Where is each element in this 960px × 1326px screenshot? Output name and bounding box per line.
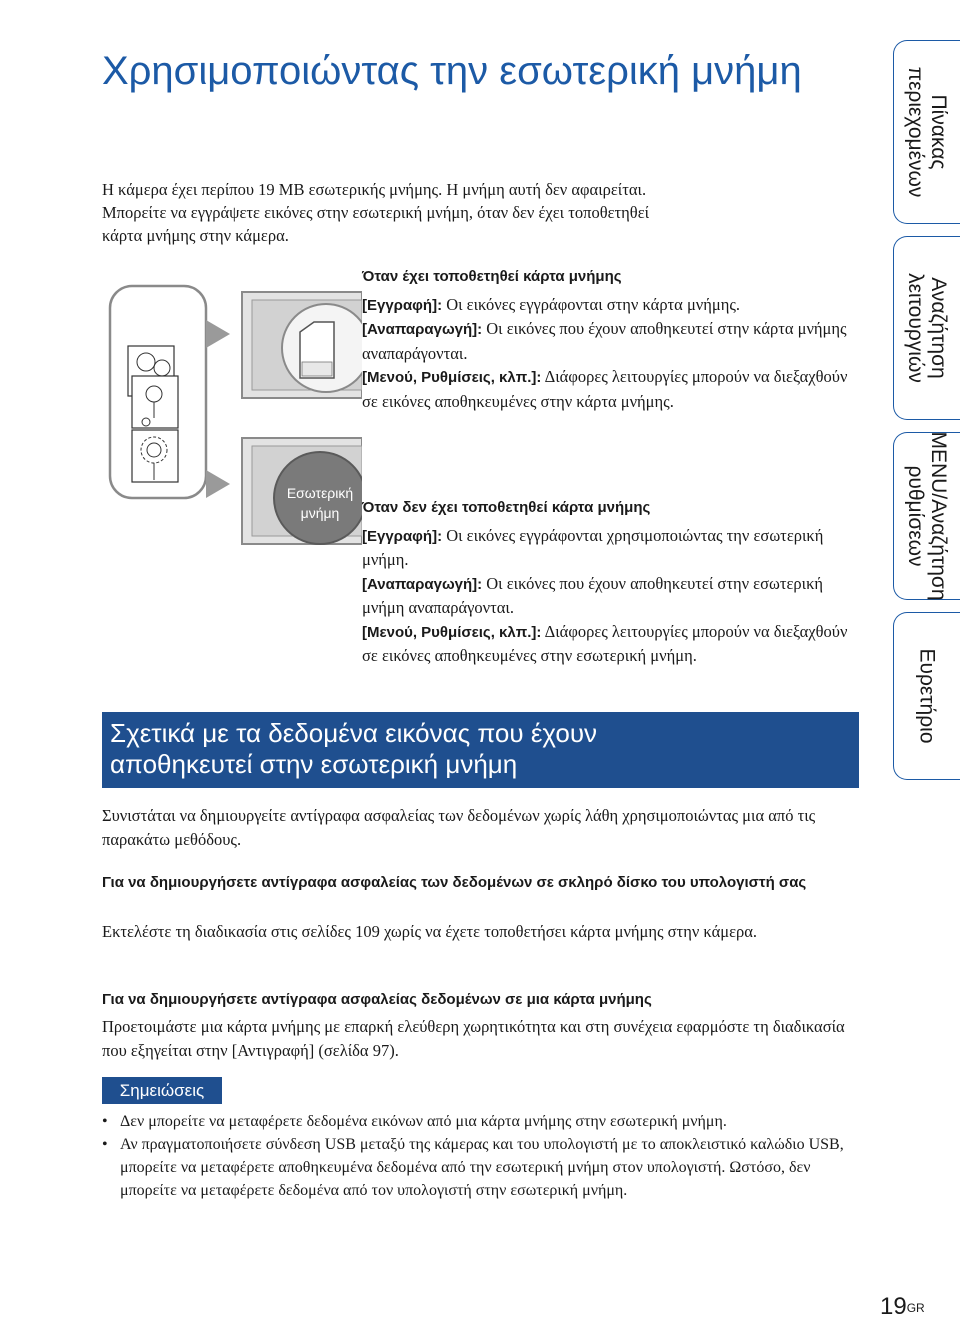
page-number-value: 19 <box>880 1293 907 1320</box>
note-item: • Δεν μπορείτε να μεταφέρετε δεδομένα εικόνων από μια κάρτα μνήμης στην εσωτερική μνήμη. <box>102 1110 862 1133</box>
card-not-inserted-section <box>362 496 862 668</box>
arrow-right-icon <box>206 470 230 498</box>
card-not-inserted-heading: Όταν δεν έχει τοποθετηθεί κάρτα μνήμης <box>362 499 651 516</box>
nav-tab-menu-settings[interactable] <box>893 432 960 600</box>
intro-line: Η κάμερα έχει περίπου 19 MB εσωτερικής μνήμης. Η μνήμη αυτή δεν αφαιρείται. <box>102 180 647 199</box>
arrow-right-icon <box>206 320 230 348</box>
internal-memory-label: Εσωτερική <box>286 485 354 501</box>
internal-memory-label: μνήμη <box>300 505 340 521</box>
intro-line: Μπορείτε να εγγράψετε εικόνες στην εσωτερική μνήμη, όταν δεν έχει τοποθετηθεί <box>102 203 650 222</box>
pc-backup-body: Εκτελέστε τη διαδικασία στις σελίδες 109 χωρίς να έχετε τοποθετήσει κάρτα μνήμης στην κάμερα. <box>102 922 757 941</box>
playback-item <box>362 317 862 365</box>
notes-list <box>102 1110 862 1202</box>
notes-badge: Σημειώσεις <box>102 1077 222 1104</box>
record-text: Οι εικόνες εγγράφονται χρησιμοποιώντας την εσωτερική μνήμη. <box>362 525 824 569</box>
camera-card-icon <box>242 292 362 398</box>
nav-tab-toc[interactable] <box>893 40 960 224</box>
playback-item <box>362 572 862 620</box>
intro-line: κάρτα μνήμης στην κάμερα. <box>102 226 289 245</box>
playback-text: Οι εικόνες που έχουν αποθηκευτεί στην εσωτερική μνήμη αναπαράγονται. <box>362 573 824 617</box>
record-label: [Εγγραφή]: <box>362 527 443 545</box>
memory-illustration <box>102 262 362 562</box>
card-backup-body: Προετοιμάστε μια κάρτα μνήμης με επαρκή ελεύθερη χωρητικότητα και στη συνέχεια εφαρμόστε τη διαδικασία που εξηγείται στην [Αντιγραφή] (σελίδα 97). <box>102 1017 845 1060</box>
playback-text: Οι εικόνες που έχουν αποθηκευτεί στην κάρτα μνήμης αναπαράγονται. <box>362 319 847 363</box>
menu-text: Διάφορες λειτουργίες μπορούν να διεξαχθούν σε εικόνες αποθηκευμένες στην κάρτα μνήμης. <box>362 367 848 411</box>
playback-label: [Αναπαραγωγή]: <box>362 575 483 593</box>
record-text: Οι εικόνες εγγράφονται στην κάρτα μνήμης. <box>442 294 741 314</box>
nav-tab-label: Πίνακας περιεχομένων <box>904 66 950 198</box>
nav-tab-function-search[interactable] <box>893 236 960 420</box>
page-number-suffix: GR <box>906 1301 925 1315</box>
section-banner <box>102 712 859 788</box>
nav-tab-label: Αναζήτηση λειτουργιών <box>904 273 950 383</box>
nav-tab-label: MENU/Αναζήτηση ρυθμίσεων <box>904 431 950 601</box>
menu-text: Διάφορες λειτουργίες μπορούν να διεξαχθούν σε εικόνες αποθηκευμένες στην εσωτερική μνήμη. <box>362 621 848 665</box>
backup-intro: Συνιστάται να δημιουργείτε αντίγραφα ασφαλείας των δεδομένων χωρίς λάθη χρησιμοποιώντας μια από τις παρακάτω μεθόδους. <box>102 806 816 849</box>
card-inserted-heading: Όταν έχει τοποθετηθεί κάρτα μνήμης <box>362 268 622 285</box>
banner-line: αποθηκευτεί στην εσωτερική μνήμη <box>110 749 518 779</box>
menu-label: [Μενού, Ρυθμίσεις, κλπ.]: <box>362 623 542 641</box>
page-title: Χρησιμοποιώντας την εσωτερική μνήμη <box>102 49 802 93</box>
nav-tab-index[interactable] <box>893 612 960 780</box>
playback-label: [Αναπαραγωγή]: <box>362 321 483 338</box>
card-inserted-section <box>362 265 862 413</box>
record-item <box>362 524 862 572</box>
banner-line: Σχετικά με τα δεδομένα εικόνας που έχουν <box>110 718 598 748</box>
pictures-icon <box>110 286 206 498</box>
record-label: [Εγγραφή]: <box>362 296 443 314</box>
page-number <box>880 1294 925 1320</box>
card-backup-heading: Για να δημιουργήσετε αντίγραφα ασφαλείας δεδομένων σε μια κάρτα μνήμης <box>102 991 652 1008</box>
menu-item <box>362 620 862 668</box>
menu-label: [Μενού, Ρυθμίσεις, κλπ.]: <box>362 369 542 386</box>
record-item <box>362 293 862 318</box>
pc-backup-heading: Για να δημιουργήσετε αντίγραφα ασφαλείας των δεδομένων σε σκληρό δίσκο του υπολογιστή σας <box>102 874 807 891</box>
nav-tab-label: Ευρετήριο <box>915 648 939 744</box>
menu-item <box>362 365 862 413</box>
note-item: • Αν πραγματοποιήσετε σύνδεση USB μεταξύ της κάμερας και του υπολογιστή με το αποκλειστικό καλώδιο USB, μπορείτε να μεταφέρετε αποθηκευμένα δεδομένα από την εσωτερική μνήμη στον υπολογιστή. Ωστόσο, δεν μπορείτε να μεταφέρετε δεδομένα από τον υπολογιστή στην εσωτερική μνήμη. <box>102 1133 862 1202</box>
